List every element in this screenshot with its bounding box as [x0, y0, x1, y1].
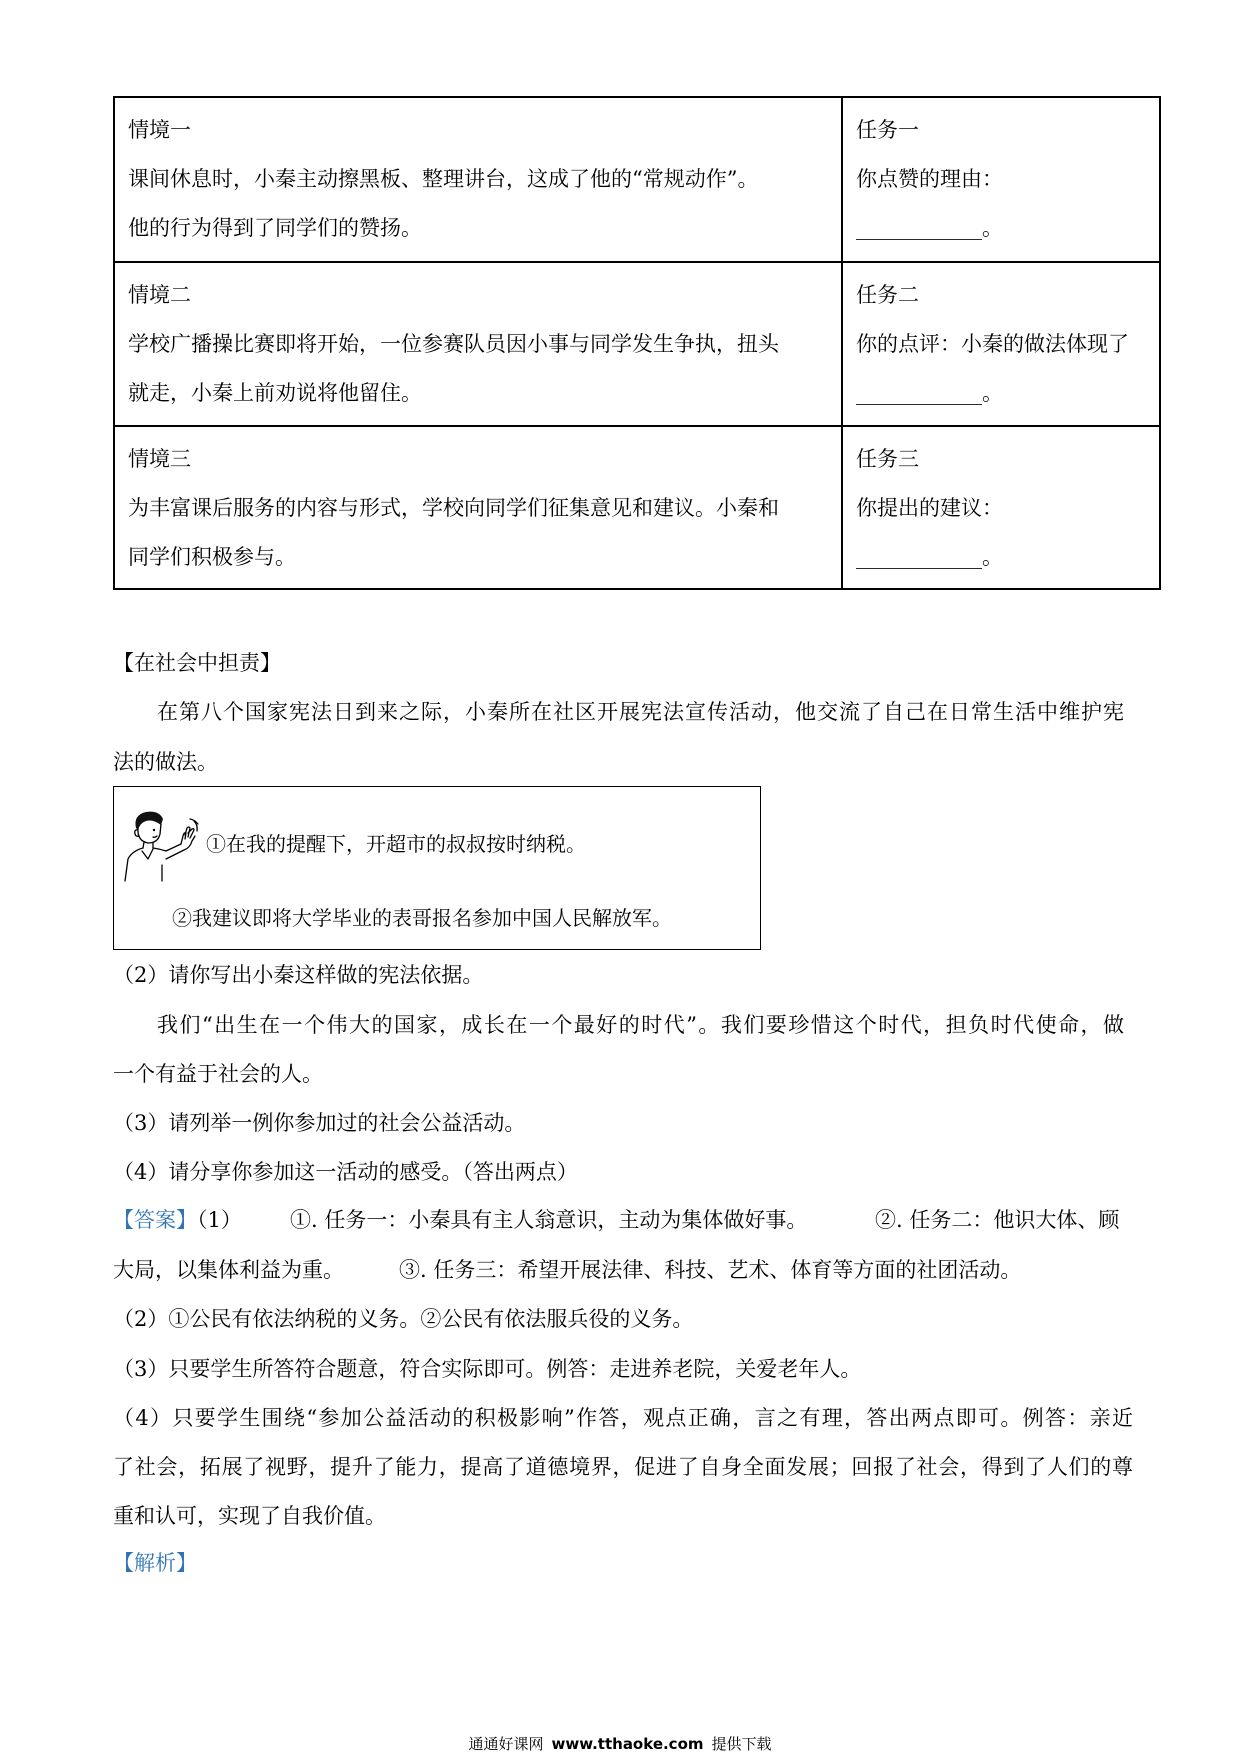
- table-row: [114, 97, 1160, 262]
- scenario-text-line: 就走，小秦上前劝说将他留住。: [128, 381, 422, 405]
- footer-url: www.tthaoke.com: [551, 1735, 704, 1753]
- answer-task-2-end: 大局，以集体利益为重。: [113, 1258, 344, 1282]
- footer-site-name: 通通好课网: [468, 1735, 544, 1753]
- scenario-text-line: 同学们积极参与。: [128, 545, 296, 569]
- page-footer: [0, 1736, 1240, 1753]
- answer-part-4-line: 重和认可，实现了自我价值。: [113, 1504, 386, 1528]
- answer-blank: ____________。: [856, 381, 1003, 405]
- answer-part-4-line: 了社会，拓展了视野，提升了能力，提高了道德境界，促进了自身全面发展；回报了社会，得到了人们的尊: [113, 1455, 1133, 1479]
- quote-paragraph-line: 我们“出生在一个伟大的国家，成长在一个最好的时代”。我们要珍惜这个时代，担负时代使命，做: [157, 1013, 1124, 1037]
- task-prompt: 你的点评：小秦的做法体现了: [856, 332, 1129, 356]
- answer-part-3: （3）只要学生所答符合题意，符合实际即可。例答：走进养老院，关爱老年人。: [113, 1357, 862, 1381]
- quote-paragraph-line: 一个有益于社会的人。: [113, 1062, 323, 1086]
- table-row: [114, 426, 1160, 589]
- scenario-text-line: 课间休息时，小秦主动擦黑板、整理讲台，这成了他的“常规动作”。: [128, 167, 759, 191]
- answer-task-2-start: ②. 任务二：他识大体、顾: [875, 1208, 1120, 1232]
- answer-blank: ____________。: [856, 216, 1003, 240]
- task-cell: [842, 262, 1160, 426]
- answer-task-1: ①. 任务一：小秦具有主人翁意识，主动为集体做好事。: [290, 1208, 808, 1232]
- scenario-title: 情境三: [128, 447, 191, 471]
- task-cell: [842, 426, 1160, 589]
- scenario-text-line: 他的行为得到了同学们的赞扬。: [128, 216, 422, 240]
- answer-blank: ____________。: [856, 545, 1003, 569]
- task-cell: [842, 97, 1160, 262]
- answer-label: 【答案】: [113, 1208, 197, 1232]
- task-title: 任务三: [856, 447, 919, 471]
- question-3: （3）请列举一例你参加过的社会公益活动。: [113, 1111, 526, 1135]
- scenario-title: 情境二: [128, 283, 191, 307]
- speech-statement: ②我建议即将大学毕业的表哥报名参加中国人民解放军。: [172, 906, 672, 930]
- speech-box: [113, 786, 761, 950]
- scenario-cell: [114, 97, 842, 262]
- speech-statement: ①在我的提醒下，开超市的叔叔按时纳税。: [206, 832, 586, 856]
- intro-paragraph-line: 法的做法。: [113, 750, 218, 774]
- scenario-text-line: 学校广播操比赛即将开始，一位参赛队员因小事与同学发生争执，扭头: [128, 332, 779, 356]
- question-2: （2）请你写出小秦这样做的宪法依据。: [113, 963, 484, 987]
- scenario-title: 情境一: [128, 118, 191, 142]
- boy-speaking-icon: [122, 807, 202, 883]
- answer-part-2: （2）①公民有依法纳税的义务。②公民有依法服兵役的义务。: [113, 1307, 694, 1331]
- footer-suffix: 提供下载: [711, 1735, 772, 1753]
- task-title: 任务二: [856, 283, 919, 307]
- analysis-label: 【解析】: [113, 1551, 197, 1575]
- answer-part-4-line: （4）只要学生围绕“参加公益活动的积极影响”作答，观点正确，言之有理，答出两点即可。例答：亲近: [113, 1406, 1133, 1430]
- answer-task-3: ③. 任务三：希望开展法律、科技、艺术、体育等方面的社团活动。: [399, 1258, 1022, 1282]
- scenario-cell: [114, 426, 842, 589]
- task-title: 任务一: [856, 118, 919, 142]
- scenario-cell: [114, 262, 842, 426]
- answer-part-1-number: （1）: [197, 1208, 242, 1232]
- task-prompt: 你提出的建议：: [856, 496, 1003, 520]
- scenario-task-table: [113, 96, 1161, 590]
- table-row: [114, 262, 1160, 426]
- answer-header: [113, 1196, 242, 1245]
- intro-paragraph-line: 在第八个国家宪法日到来之际，小秦所在社区开展宪法宣传活动，他交流了自己在日常生活中维护宪: [157, 700, 1124, 724]
- scenario-text-line: 为丰富课后服务的内容与形式，学校向同学们征集意见和建议。小秦和: [128, 496, 779, 520]
- question-4: （4）请分享你参加这一活动的感受。（答出两点）: [113, 1160, 578, 1184]
- section-heading: 【在社会中担责】: [113, 651, 281, 675]
- task-prompt: 你点赞的理由：: [856, 167, 1003, 191]
